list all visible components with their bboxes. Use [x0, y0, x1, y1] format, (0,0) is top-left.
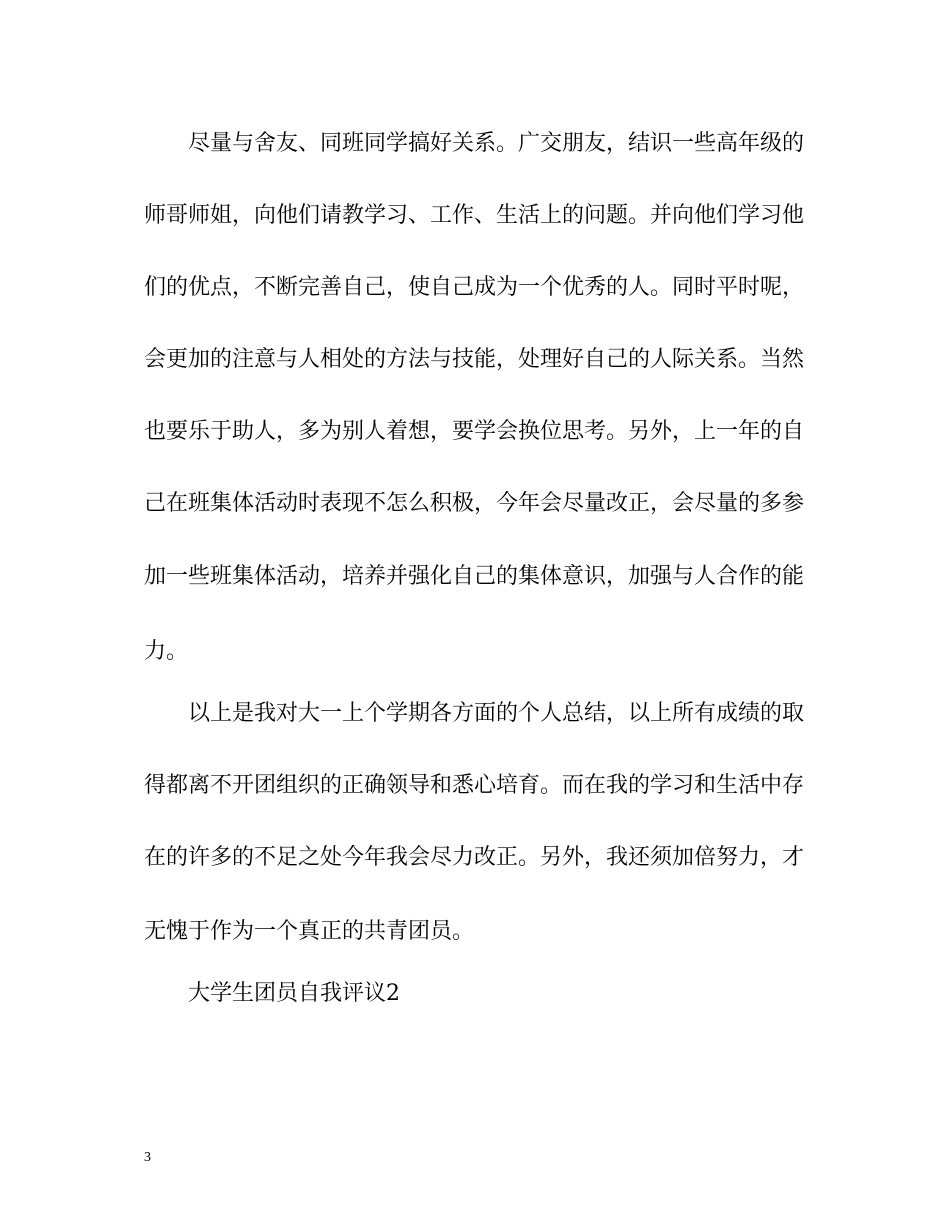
paragraph-1-line-3: 们的优点，不断完善自己，使自己成为一个优秀的人。同时平时呢， — [144, 275, 805, 300]
page-number: 3 — [144, 1150, 151, 1165]
paragraph-1-line-1: 尽量与舍友、同班同学搞好关系。广交朋友，结识一些高年级的 — [188, 131, 805, 156]
paragraph-2-line-1: 以上是我对大一上个学期各方面的个人总结，以上所有成绩的取 — [188, 701, 805, 726]
paragraph-2-line-2: 得都离不开团组织的正确领导和悉心培育。而在我的学习和生活中存 — [144, 773, 805, 798]
section-heading: 大学生团员自我评议2 — [188, 981, 400, 1006]
paragraph-1-line-8: 力。 — [144, 639, 189, 664]
paragraph-1-line-2: 师哥师姐，向他们请教学习、工作、生活上的问题。并向他们学习他 — [144, 203, 805, 228]
paragraph-1-line-5: 也要乐于助人，多为别人着想，要学会换位思考。另外，上一年的自 — [144, 419, 805, 444]
paragraph-2-line-4: 无愧于作为一个真正的共青团员。 — [144, 919, 475, 944]
paragraph-2-line-3: 在的许多的不足之处今年我会尽力改正。另外，我还须加倍努力，才 — [144, 845, 805, 870]
paragraph-1-line-7: 加一些班集体活动，培养并强化自己的集体意识，加强与人合作的能 — [144, 564, 805, 589]
paragraph-1-line-4: 会更加的注意与人相处的方法与技能，处理好自己的人际关系。当然 — [144, 347, 805, 372]
paragraph-1-line-6: 己在班集体活动时表现不怎么积极，今年会尽量改正，会尽量的多参 — [144, 491, 805, 516]
